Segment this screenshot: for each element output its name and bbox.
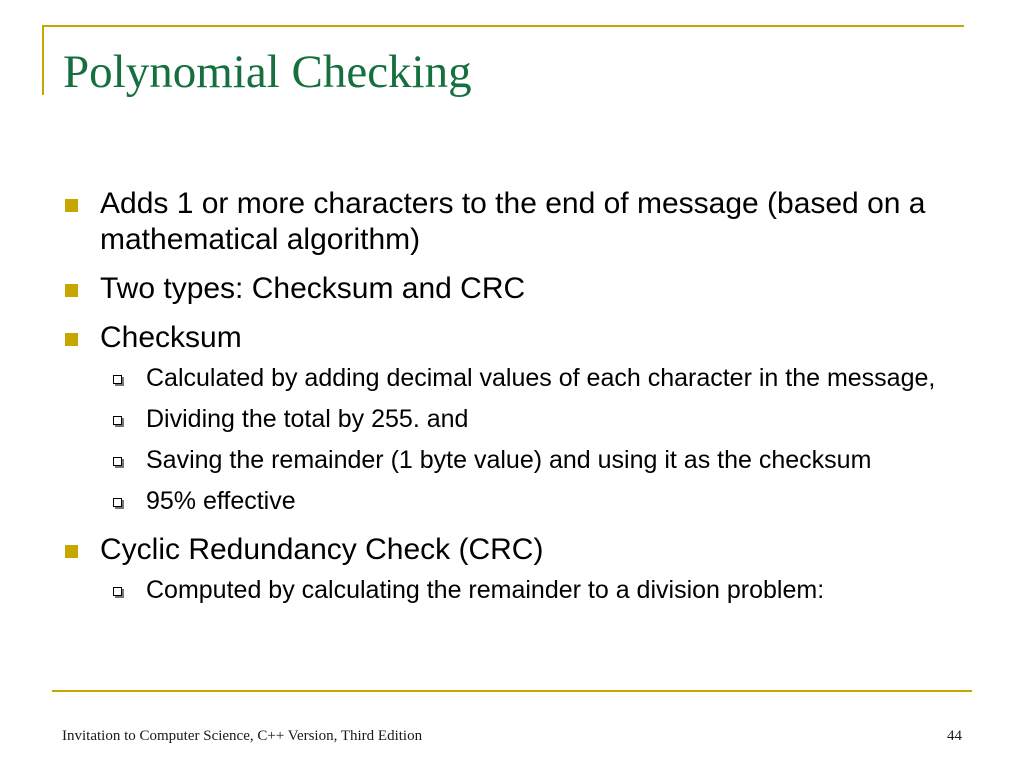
footer-rule — [52, 690, 972, 692]
bullet-text: Adds 1 or more characters to the end of message (based on a mathematical algorithm) — [100, 187, 926, 256]
bullet-item — [62, 271, 962, 307]
sub-bullet-item — [109, 574, 962, 607]
frame-top-rule — [42, 25, 964, 27]
bullet-text: Two types: Checksum and CRC — [100, 272, 526, 305]
sub-bullet-item — [109, 403, 962, 436]
slide-page-number: 44 — [947, 728, 962, 744]
sub-bullet-text: Computed by calculating the remainder to a division problem: — [146, 576, 825, 604]
slide-title: Polynomial Checking — [63, 46, 472, 98]
sub-bullet-text: Dividing the total by 255. and — [146, 405, 469, 433]
sub-bullet-text: Calculated by adding decimal values of each character in the message, — [146, 364, 936, 392]
sub-bullet-text: 95% effective — [146, 487, 296, 515]
hollow-square-bullet-icon — [113, 457, 122, 466]
bullet-text: Cyclic Redundancy Check (CRC) — [100, 533, 544, 566]
square-bullet-icon — [65, 545, 78, 558]
square-bullet-icon — [65, 284, 78, 297]
frame-left-rule — [42, 25, 44, 95]
sub-bullet-text: Saving the remainder (1 byte value) and using it as the checksum — [146, 446, 872, 474]
hollow-square-bullet-icon — [113, 375, 122, 384]
bullet-item — [62, 186, 962, 258]
bullet-text: Checksum — [100, 321, 242, 354]
bullet-item — [62, 320, 962, 356]
hollow-square-bullet-icon — [113, 498, 122, 507]
square-bullet-icon — [65, 333, 78, 346]
hollow-square-bullet-icon — [113, 587, 122, 596]
slide-content — [62, 186, 962, 691]
square-bullet-icon — [65, 199, 78, 212]
footer-book-title: Invitation to Computer Science, C++ Version, Third Edition — [62, 728, 423, 744]
sub-bullet-item — [109, 485, 962, 518]
sub-bullet-item — [109, 362, 962, 395]
bullet-item — [62, 532, 962, 568]
hollow-square-bullet-icon — [113, 416, 122, 425]
sub-bullet-item — [109, 444, 962, 477]
